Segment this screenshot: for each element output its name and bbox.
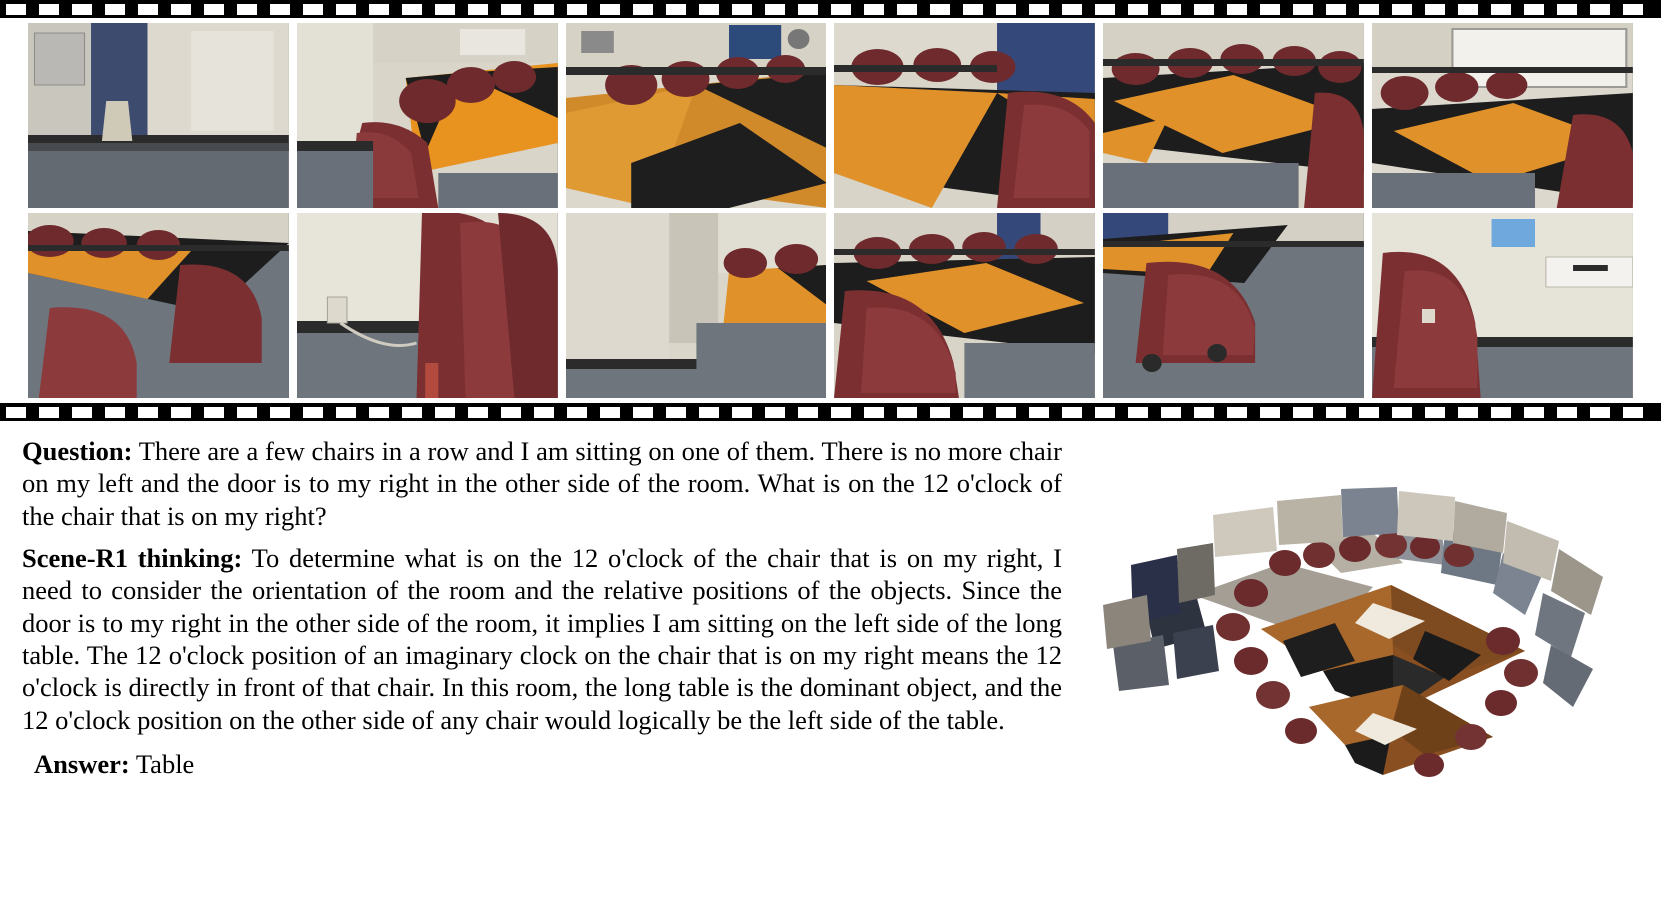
answer-text: Table [135, 748, 195, 779]
perforation-hole [1293, 4, 1313, 15]
perforation-hole [963, 4, 983, 15]
perforation-hole [6, 4, 26, 15]
video-frame-4 [834, 23, 1095, 208]
perforation-hole [1491, 407, 1511, 418]
perforation-hole [138, 407, 158, 418]
perforation-hole [468, 4, 488, 15]
perforation-hole [270, 4, 290, 15]
perforation-hole [1425, 407, 1445, 418]
video-frame-3 [566, 23, 827, 208]
video-frame-9 [566, 213, 827, 398]
perforation-hole [303, 407, 323, 418]
perforation-hole [1128, 4, 1148, 15]
perforation-hole [402, 407, 422, 418]
perforation-hole [1227, 407, 1247, 418]
perforation-hole [732, 407, 752, 418]
filmstrip-perforations-top [0, 0, 1661, 18]
video-frame-11 [1103, 213, 1364, 398]
perforation-hole [633, 4, 653, 15]
perforation-hole [1359, 4, 1379, 15]
perforation-hole [1458, 407, 1478, 418]
perforation-hole [39, 4, 59, 15]
perforation-hole [534, 407, 554, 418]
perforation-hole [831, 4, 851, 15]
filmstrip-row-2 [28, 213, 1633, 398]
perforation-hole [1293, 407, 1313, 418]
perforation-hole [567, 4, 587, 15]
perforation-hole [600, 407, 620, 418]
perforation-hole [204, 4, 224, 15]
perforation-hole [204, 407, 224, 418]
perforation-hole [897, 407, 917, 418]
perforation-hole [930, 407, 950, 418]
thinking-paragraph [22, 542, 1062, 736]
perforation-hole [930, 4, 950, 15]
perforation-hole [1359, 407, 1379, 418]
perforation-hole [1590, 4, 1610, 15]
perforation-hole [699, 407, 719, 418]
perforation-hole [765, 407, 785, 418]
perforation-hole [996, 407, 1016, 418]
filmstrip-frames [0, 18, 1661, 403]
pointcloud-column [1062, 435, 1643, 865]
perforation-hole [1392, 4, 1412, 15]
perforation-hole [72, 4, 92, 15]
perforation-hole [666, 407, 686, 418]
perforation-hole [1062, 407, 1082, 418]
figure-body [0, 421, 1661, 865]
question-text: There are a few chairs in a row and I am sitting on one of them. There is no more chair on my left and the door is to my right in the other side of the room. What is on the 12 o'clock of the chair that is on my right? [22, 436, 1062, 531]
perforation-hole [105, 4, 125, 15]
perforation-hole [72, 407, 92, 418]
pointcloud-visualization [1073, 445, 1633, 865]
perforation-hole [369, 4, 389, 15]
perforation-hole [501, 4, 521, 15]
perforation-hole [1491, 4, 1511, 15]
perforation-hole [1623, 4, 1643, 15]
qa-text-column [22, 435, 1062, 865]
perforation-hole [1392, 407, 1412, 418]
perforation-hole [138, 4, 158, 15]
perforation-hole [336, 4, 356, 15]
perforation-hole [336, 407, 356, 418]
filmstrip-perforations-bottom [0, 403, 1661, 421]
perforation-hole [270, 407, 290, 418]
perforation-hole [435, 4, 455, 15]
perforation-hole [369, 407, 389, 418]
perforation-hole [1062, 4, 1082, 15]
perforation-hole [1095, 407, 1115, 418]
perforation-hole [1557, 407, 1577, 418]
perforation-hole [600, 4, 620, 15]
video-frame-6 [1372, 23, 1633, 208]
perforation-hole [1194, 407, 1214, 418]
perforation-hole [435, 407, 455, 418]
perforation-hole [1326, 407, 1346, 418]
perforation-hole [1458, 4, 1478, 15]
perforation-hole [237, 4, 257, 15]
perforation-hole [864, 407, 884, 418]
perforation-hole [567, 407, 587, 418]
perforation-hole [765, 4, 785, 15]
perforation-hole [534, 4, 554, 15]
perforation-hole [402, 4, 422, 15]
perforation-hole [1161, 4, 1181, 15]
perforation-hole [1227, 4, 1247, 15]
perforation-hole [996, 4, 1016, 15]
perforation-hole [831, 407, 851, 418]
answer-paragraph [22, 748, 1062, 780]
perforation-hole [1095, 4, 1115, 15]
perforation-hole [798, 4, 818, 15]
perforation-hole [897, 4, 917, 15]
perforation-hole [798, 407, 818, 418]
perforation-hole [39, 407, 59, 418]
thinking-text: To determine what is on the 12 o'clock of the chair that is on my right, I need to consider the orientation of the room and the relative positions of the objects. Since the door is to my right in the other side of the room, it implies I am sitting on the left side of the long table. The 12 o'clock position of an imaginary clock on the chair that is on my right means the 12 o'clock is directly in front of that chair. In this room, the long table is the dominant object, and the 12 o'clock position on the other side of any chair would logically be the left side of the table. [22, 542, 1062, 735]
video-frame-5 [1103, 23, 1364, 208]
perforation-hole [633, 407, 653, 418]
perforation-hole [171, 4, 191, 15]
question-paragraph [22, 435, 1062, 532]
filmstrip [0, 0, 1661, 421]
perforation-hole [1524, 4, 1544, 15]
video-frame-10 [834, 213, 1095, 398]
perforation-hole [1128, 407, 1148, 418]
video-frame-7 [28, 213, 289, 398]
perforation-hole [732, 4, 752, 15]
video-frame-12 [1372, 213, 1633, 398]
perforation-hole [1590, 407, 1610, 418]
thinking-label: Scene-R1 thinking: [22, 542, 243, 573]
perforation-hole [1260, 4, 1280, 15]
filmstrip-row-1 [28, 23, 1633, 208]
perforation-hole [1029, 407, 1049, 418]
perforation-hole [1623, 407, 1643, 418]
perforation-hole [1524, 407, 1544, 418]
perforation-hole [1326, 4, 1346, 15]
perforation-hole [303, 4, 323, 15]
perforation-hole [105, 407, 125, 418]
perforation-hole [237, 407, 257, 418]
perforation-hole [6, 407, 26, 418]
perforation-hole [171, 407, 191, 418]
answer-label: Answer: [34, 748, 130, 779]
perforation-hole [864, 4, 884, 15]
perforation-hole [468, 407, 488, 418]
perforation-hole [1194, 4, 1214, 15]
perforation-hole [1260, 407, 1280, 418]
perforation-hole [963, 407, 983, 418]
video-frame-2 [297, 23, 558, 208]
video-frame-1 [28, 23, 289, 208]
question-label: Question: [22, 436, 133, 466]
video-frame-8 [297, 213, 558, 398]
perforation-hole [1161, 407, 1181, 418]
perforation-hole [1029, 4, 1049, 15]
perforation-hole [501, 407, 521, 418]
perforation-hole [1425, 4, 1445, 15]
perforation-hole [1557, 4, 1577, 15]
perforation-hole [699, 4, 719, 15]
perforation-hole [666, 4, 686, 15]
